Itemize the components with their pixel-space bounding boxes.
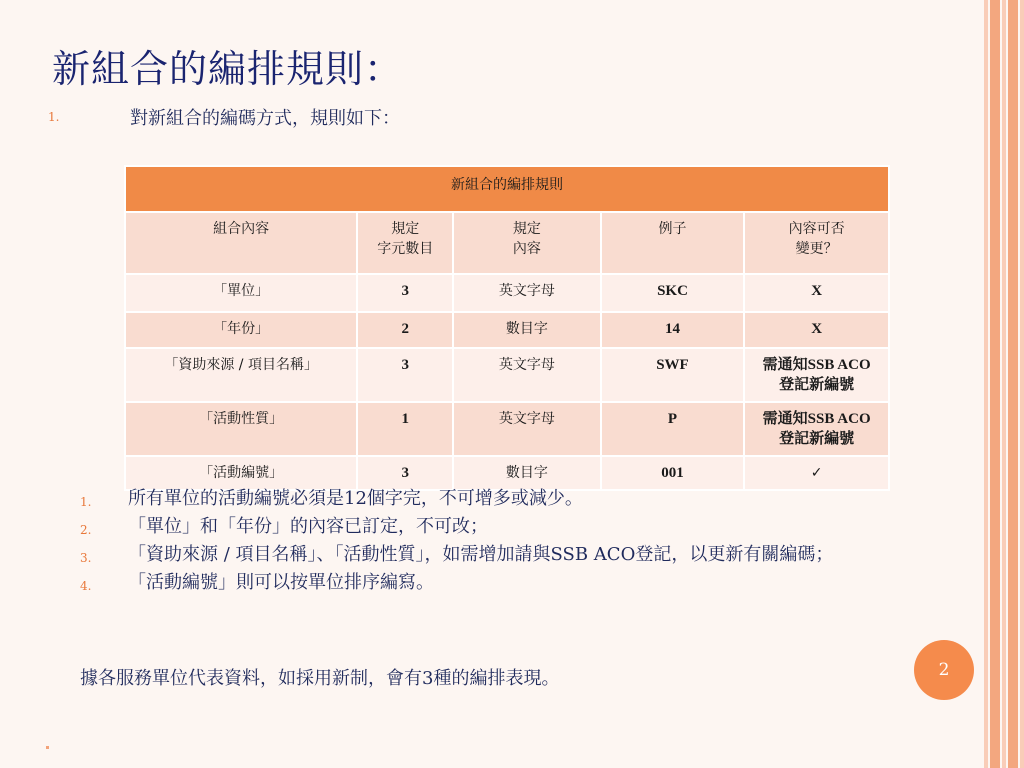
column-header xyxy=(601,212,745,274)
table-cell: 「活動性質」 xyxy=(125,402,357,456)
table-cell: 數目字 xyxy=(453,456,601,490)
list-text: 所有單位的活動編號必須是12個字完，不可增多或減少。 xyxy=(128,488,583,509)
table-cell: 英文字母 xyxy=(453,348,601,402)
intro-number: 1. xyxy=(48,110,60,124)
list-item xyxy=(60,544,940,566)
column-header-text: 內容可否 變更？ xyxy=(788,221,845,257)
table-cell: X xyxy=(744,274,889,312)
table-cell: 英文字母 xyxy=(453,274,601,312)
list-number: 3. xyxy=(80,551,92,565)
rules-table xyxy=(124,165,890,491)
column-header-text: 規定 字元數目 xyxy=(377,221,434,257)
column-header xyxy=(453,212,601,274)
column-header-text: 規定 內容 xyxy=(512,221,541,257)
table-cell: 英文字母 xyxy=(453,402,601,456)
page-number: 2 xyxy=(938,660,950,680)
column-header xyxy=(357,212,453,274)
slide-title: 新組合的編排規則： xyxy=(52,47,404,91)
list-text: 「資助來源 / 項目名稱」、「活動性質」，如需增加請與SSB ACO登記，以更新有關編碼； xyxy=(128,544,834,565)
table-row xyxy=(125,312,889,348)
table-header-row xyxy=(125,212,889,274)
table-row xyxy=(125,274,889,312)
table-row xyxy=(125,456,889,490)
decorative-stripes xyxy=(984,0,1024,768)
page-number-badge xyxy=(914,640,974,700)
list-number: 1. xyxy=(80,495,92,509)
corner-dot xyxy=(46,746,49,749)
table-cell: 001 xyxy=(601,456,745,490)
table-cell: P xyxy=(601,402,745,456)
table-cell: 3 xyxy=(357,456,453,490)
list-item xyxy=(60,516,940,538)
list-item xyxy=(60,488,940,510)
table-cell: 需通知SSB ACO 登記新編號 xyxy=(744,348,889,402)
table-cell: SKC xyxy=(601,274,745,312)
summary-text: 據各服務單位代表資料，如採用新制，會有3種的編排表現。 xyxy=(80,668,560,689)
table-cell: 1 xyxy=(357,402,453,456)
rules-list xyxy=(60,488,940,600)
table-cell: SWF xyxy=(601,348,745,402)
intro-text: 對新組合的編碼方式，規則如下： xyxy=(130,108,400,129)
column-header xyxy=(125,212,357,274)
table-cell: 3 xyxy=(357,348,453,402)
table-row xyxy=(125,348,889,402)
list-item xyxy=(60,572,940,594)
table-cell: 3 xyxy=(357,274,453,312)
table-cell: 需通知SSB ACO 登記新編號 xyxy=(744,402,889,456)
column-header-text: 例子 xyxy=(658,221,687,237)
table-cell: 「年份」 xyxy=(125,312,357,348)
table-heading: 新組合的編排規則 xyxy=(125,166,889,212)
table-cell: 數目字 xyxy=(453,312,601,348)
list-text: 「單位」和「年份」的內容已訂定，不可改； xyxy=(128,516,488,537)
checkmark-icon: ✓ xyxy=(744,456,889,490)
table-row xyxy=(125,402,889,456)
table-cell: 「資助來源 / 項目名稱」 xyxy=(125,348,357,402)
column-header-text: 組合內容 xyxy=(213,221,270,237)
table-cell: 「單位」 xyxy=(125,274,357,312)
table-cell: 14 xyxy=(601,312,745,348)
list-number: 2. xyxy=(80,523,92,537)
table-cell: 2 xyxy=(357,312,453,348)
table-cell: X xyxy=(744,312,889,348)
table-cell: 「活動編號」 xyxy=(125,456,357,490)
column-header xyxy=(744,212,889,274)
list-number: 4. xyxy=(80,579,92,593)
list-text: 「活動編號」則可以按單位排序編寫。 xyxy=(128,572,434,593)
